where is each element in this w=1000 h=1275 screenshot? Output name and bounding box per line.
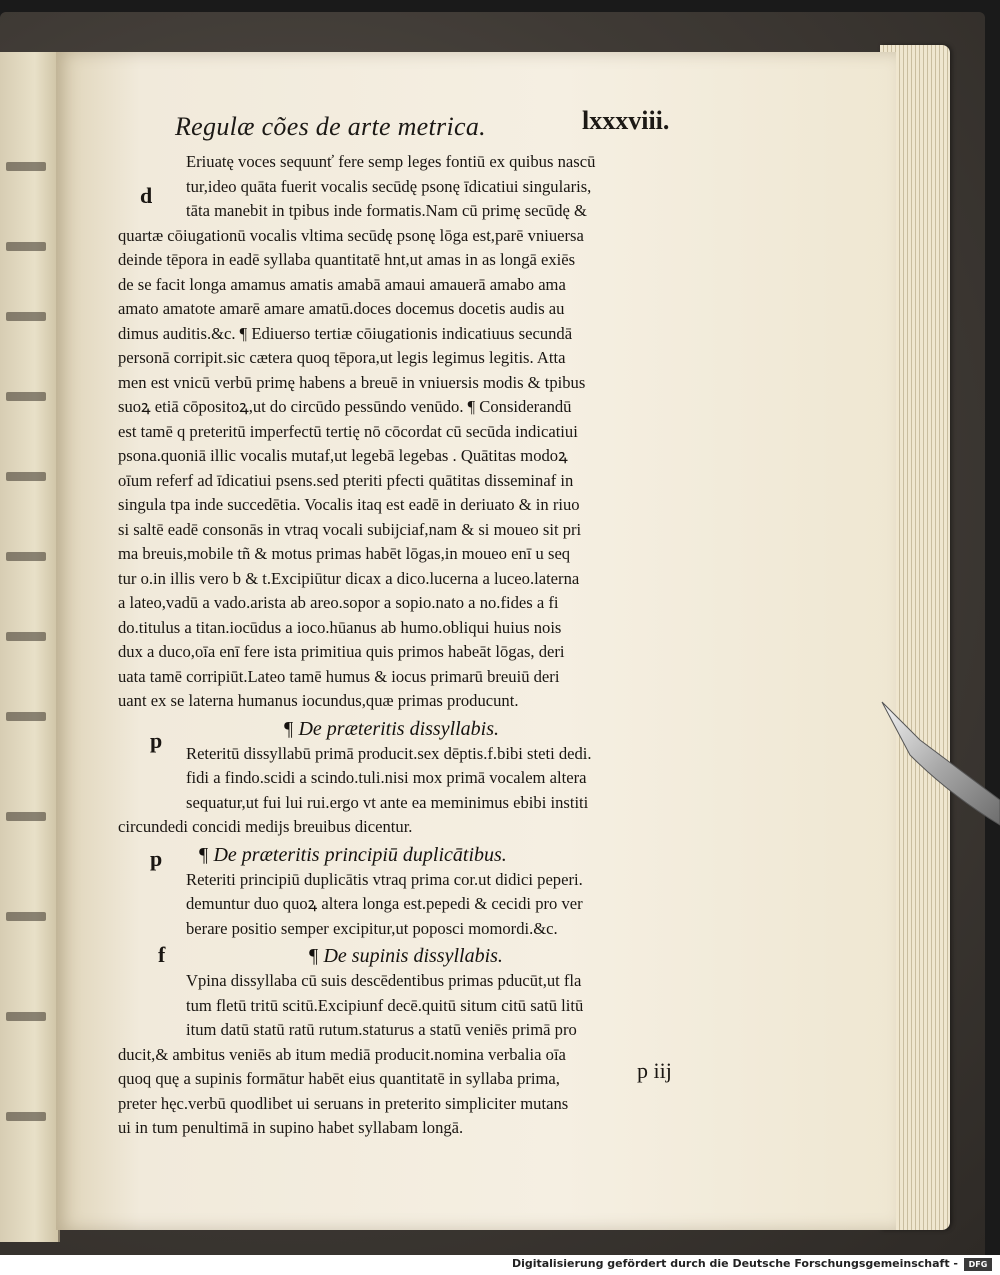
text-line: demuntur duo quoꝝ altera longa est.pepedi & cecidi pro ver xyxy=(186,894,583,913)
text-line: tur,ideo quāta fuerit vocalis secūdę psonę īdicatiui singularis, xyxy=(186,176,592,196)
footer-bar xyxy=(0,1255,1000,1275)
text-line: uata tamē corripiūt.Lateo tamē humus & iocus primarū breuiū deri xyxy=(118,666,560,686)
text-line: circundedi concidi medijs breuibus dicentur. xyxy=(118,817,413,836)
text-line: a lateo,vadū a vado.arista ab areo.sopor a sopio.nato a no.fides a fi xyxy=(118,593,559,612)
text-line: Eriuatę voces sequunť fere semp leges fontiū ex quibus nascū xyxy=(186,152,596,171)
text-line: est tamē q preteritū imperfectū tertię nō cōcordat cū secūda indicatiui xyxy=(118,421,578,441)
funding-credit: Digitalisierung gefördert durch die Deutsche Forschungsgemeinschaft - xyxy=(511,1257,958,1270)
text-line: tum fletū tritū scitū.Excipiunf decē.quitū situm citū satū litū xyxy=(186,995,584,1015)
text-line: fidi a findo.scidi a scindo.tuli.nisi mox primā vocalem altera xyxy=(186,768,587,787)
section-heading: ¶ De præteritis dissyllabis. xyxy=(283,717,500,740)
signature-mark: p iij xyxy=(637,1058,672,1083)
text-line: ma breuis,mobile tñ & motus primas habēt lōgas,in moueo enī u seq xyxy=(118,544,571,563)
text-line: itum datū statū ratū rutum.staturus a statū veniēs primā pro xyxy=(186,1020,577,1039)
text-line: men est vnicū verbū primę habens a breuē in vniuersis modis & tpibus xyxy=(118,372,586,392)
text-line: singula tpa inde succedētia. Vocalis itaq est eadē in deriuato & in riuo xyxy=(118,495,580,514)
paragraph-reduplicating-perfects xyxy=(118,868,718,942)
text-line: dimus auditis.&c. ¶ Ediuerso tertiæ cōiugationis indicatiuus secundā xyxy=(118,323,573,343)
text-line: do.titulus a titan.iocūdus a ioco.hūanus ab humo.obliqui huius nois xyxy=(118,617,562,637)
guide-letter: p xyxy=(150,728,163,753)
text-line: quoq quę a supinis formātur habēt eius quantitatē in syllaba prima, xyxy=(118,1069,560,1088)
text-line: de se facit longa amamus amatis amabā amaui amauerā amabo ama xyxy=(118,274,566,294)
guide-letter: f xyxy=(158,942,166,967)
section-heading: ¶ De supinis dissyllabis. xyxy=(308,945,503,967)
text-line: sequatur,ut fui lui rui.ergo vt ante ea meminimus ebibi institi xyxy=(186,792,589,812)
text-line: quartæ cōiugationū vocalis vltima secūdę psonę lōga est,parē vniuersa xyxy=(118,225,584,245)
dfg-logo: DFG xyxy=(964,1258,992,1271)
folio-number: lxxxviii. xyxy=(582,106,670,135)
paragraph-perfect-disyllables xyxy=(118,742,718,840)
page-holder-pointer xyxy=(880,700,1000,830)
running-head: Regulæ cões de arte metrica. xyxy=(175,112,486,141)
text-line: amato amatote amarē amare amatū.doces docemus docetis audis au xyxy=(118,299,565,318)
text-line: suoꝝ etiā cōpositoꝝ,ut do circūdo pessūndo venūdo. ¶ Considerandū xyxy=(118,397,572,416)
text-line: berare positio semper excipitur,ut poposci momordi.&c. xyxy=(186,918,558,938)
text-line: dux a duco,oīa enī fere ista primitiua quis primos habeāt lōgas, deri xyxy=(118,642,565,661)
text-line: preter hęc.verbū quodlibet ui seruans in preterito simpliciter mutans xyxy=(118,1093,569,1113)
text-line: tāta manebit in tpibus inde formatis.Nam cū primę secūdę & xyxy=(186,201,587,220)
guide-letter: p xyxy=(150,846,163,871)
paragraph-supines xyxy=(118,969,718,1141)
text-line: Reteritū dissyllabū primā producit.sex dēptis.f.bibi steti dedi. xyxy=(186,743,592,763)
text-line: deinde tēpora in eadē syllaba quantitatē hnt,ut amas in as longā exiēs xyxy=(118,250,576,269)
text-line: si saltē eadē consonās in vtraq vocali subijciaf,nam & si moueo sit pri xyxy=(118,519,582,539)
paragraph-derivation xyxy=(118,150,718,714)
facing-page-edge xyxy=(0,52,60,1242)
text-line: uant ex se laterna humanus iocundus,quæ primas producunt. xyxy=(118,691,519,710)
text-line: psona.quoniā illic vocalis mutaf,ut legebā legebas . Quātitas modoꝝ xyxy=(118,446,568,465)
text-line: ui in tum penultimā in supino habet syllabam longā. xyxy=(118,1118,464,1137)
text-line: Vpina dissyllaba cū suis descēdentibus primas pducūt,ut fla xyxy=(186,971,582,990)
guide-letter: d xyxy=(140,183,153,208)
text-line: Reteriti principiū duplicātis vtraq prima cor.ut didici peperi. xyxy=(186,869,583,889)
text-line: oīum referf ad īdicatiui psens.sed pteriti pfecti quātitas disseminaf in xyxy=(118,470,574,490)
text-line: ducit,& ambitus veniēs ab itum mediā producit.nomina verbalia oīa xyxy=(118,1044,566,1064)
text-line: personā corripit.sic cætera quoq tēpora,ut legis legimus legitis. Atta xyxy=(118,348,566,367)
main-text xyxy=(118,150,718,1141)
text-line: tur o.in illis vero b & t.Excipiūtur dicax a dico.lucerna a luceo.laterna xyxy=(118,568,580,588)
section-heading: ¶ De præteritis principiū duplicātibus. xyxy=(198,843,507,866)
